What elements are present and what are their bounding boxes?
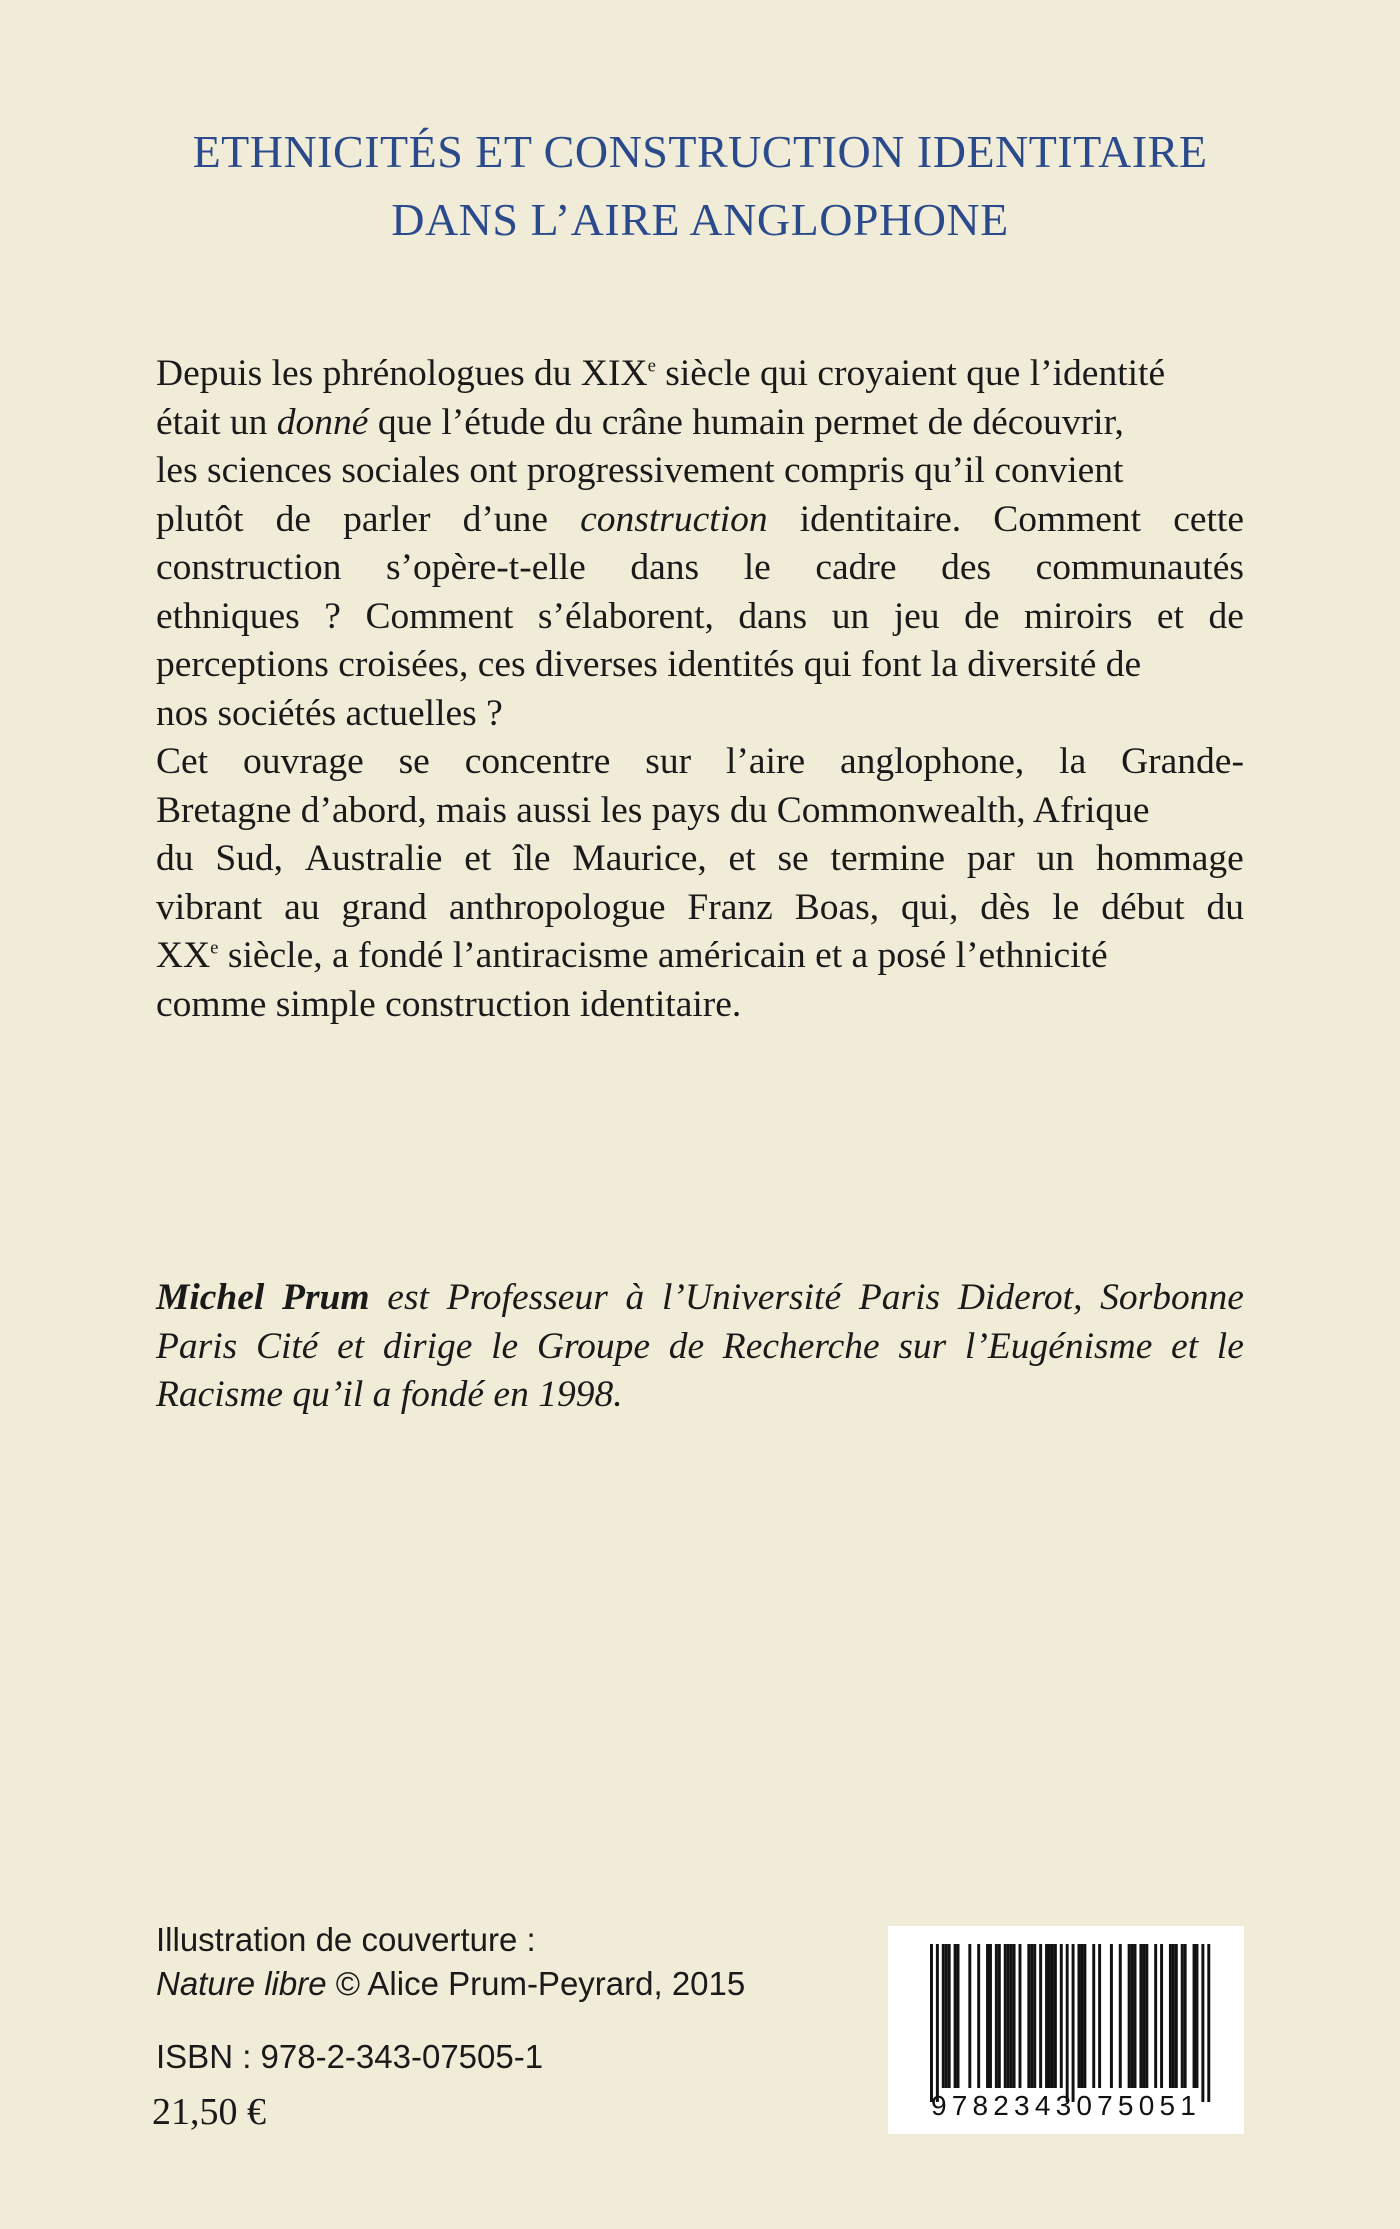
barcode-bar (1139, 1944, 1142, 2088)
illustration-credit: Illustration de couverture : Nature libre © Alice Prum-Peyrard, 2015 (156, 1921, 746, 2002)
blurb-line: était un donné que l’étude du crâne humain permet de découvrir, (156, 401, 1124, 443)
blurb-line: comme simple construction identitaire. (156, 983, 742, 1025)
title-line-2: DANS L’AIRE ANGLOPHONE (391, 194, 1009, 245)
blurb-line: construction s’opère-t-elle dans le cadre des communautés (156, 547, 1244, 588)
bio-line: Racisme qu’il a fondé en 1998. (156, 1374, 623, 1415)
blurb-line: les sciences sociales ont progressivement compris qu’il convient (156, 450, 1124, 491)
blurb-line: Bretagne d’abord, mais aussi les pays du Commonwealth, Afrique (156, 789, 1150, 831)
barcode-bar (1119, 1944, 1122, 2088)
bio-line: Michel Prum est Professeur à l’Université Paris Diderot, Sorbonne (156, 1277, 1244, 1318)
barcode-digits: 9782343075051 (930, 2090, 1202, 2121)
barcode-bar (1131, 1944, 1134, 2088)
barcode-bar (1004, 1944, 1007, 2088)
barcode-bar (1142, 1944, 1145, 2088)
barcode-bar (1169, 1944, 1172, 2088)
barcode-bar (1066, 1944, 1069, 2102)
barcode-bar (1083, 1944, 1086, 2088)
barcode-bar (1092, 1944, 1095, 2088)
barcode-bar (948, 1944, 951, 2088)
barcode (888, 1926, 1244, 2134)
barcode-bar (998, 1944, 1001, 2088)
artwork-title: Nature libre (156, 1965, 327, 2002)
author-name: Prum (282, 1277, 370, 1318)
blurb (156, 350, 1244, 1029)
barcode-bar (1207, 1944, 1210, 2102)
title-line-1: ETHNICITÉS ET CONSTRUCTION IDENTITAIRE (192, 126, 1208, 177)
barcode-bar (1193, 1944, 1196, 2088)
barcode-bar (968, 1944, 971, 2088)
barcode-bar (945, 1944, 948, 2088)
barcode-bar (1039, 1944, 1042, 2088)
blurb-line: perceptions croisées, ces diverses identités qui font la diversité de (156, 644, 1142, 685)
barcode-bar (1078, 1944, 1081, 2088)
barcode-bar (1010, 1944, 1013, 2088)
barcode-bar (989, 1944, 992, 2088)
book-title (0, 118, 1400, 254)
barcode-bar (1181, 1944, 1184, 2088)
barcode-bar (1019, 1944, 1022, 2088)
barcode-bar (1184, 1944, 1187, 2088)
blurb-line: du Sud, Australie et île Maurice, et se termine par un hommage (156, 838, 1244, 879)
barcode-bar (1175, 1944, 1178, 2088)
price: 21,50 € (152, 2091, 266, 2133)
barcode-bar (1048, 1944, 1051, 2088)
blurb-line: nos sociétés actuelles ? (156, 692, 503, 734)
blurb-line: Depuis les phrénologues du XIXe siècle qui croyaient que l’identité (156, 353, 1166, 394)
blurb-line: ethniques ? Comment s’élaborent, dans un jeu de miroirs et de (156, 595, 1244, 637)
barcode-bar (1110, 1944, 1113, 2088)
barcode-bar (1051, 1944, 1054, 2088)
barcode-bar (1201, 1944, 1204, 2102)
blurb-line: vibrant au grand anthropologue Franz Boas, qui, dès le début du (156, 886, 1244, 928)
bio-line: Paris Cité et dirige le Groupe de Recherche sur l’Eugénisme et le (156, 1325, 1244, 1367)
author-name: Michel (156, 1277, 265, 1318)
blurb-line: plutôt de parler d’une construction identitaire. Comment cette (156, 498, 1244, 540)
barcode-bar (1145, 1944, 1148, 2088)
barcode-bar (977, 1944, 980, 2088)
barcode-bar (1033, 1944, 1036, 2088)
barcode-bar (1060, 1944, 1063, 2088)
barcode-bar (1072, 1944, 1075, 2102)
barcode-bar (1080, 1944, 1083, 2088)
blurb-line: Cet ouvrage se concentre sur l’aire anglophone, la Grande- (156, 741, 1244, 782)
barcode-bar (986, 1944, 989, 2088)
barcode-bar (1054, 1944, 1057, 2088)
barcode-bar (1045, 1944, 1048, 2088)
barcode-bar (1007, 1944, 1010, 2088)
barcode-bar (1134, 1944, 1137, 2088)
barcode-bar (930, 1944, 933, 2102)
barcode-bar (936, 1944, 939, 2102)
isbn: ISBN : 978-2-343-07505-1 (156, 2038, 544, 2075)
barcode-bar (954, 1944, 957, 2088)
barcode-bar (957, 1944, 960, 2088)
barcode-bar (1013, 1944, 1016, 2088)
author-bio (156, 1274, 1244, 1420)
barcode-bar (1196, 1944, 1199, 2088)
blurb-line: XXe siècle, a fondé l’antiracisme américain et a posé l’ethnicité (156, 935, 1108, 976)
barcode-bar (995, 1944, 998, 2088)
barcode-bar (1160, 1944, 1163, 2088)
barcode-bar (1128, 1944, 1131, 2088)
barcode-bar (942, 1944, 945, 2088)
barcode-bar (1030, 1944, 1033, 2088)
barcode-bar (1172, 1944, 1175, 2088)
barcode-bar (1098, 1944, 1101, 2088)
barcode-bar (1154, 1944, 1157, 2088)
barcode-bar (1027, 1944, 1030, 2088)
